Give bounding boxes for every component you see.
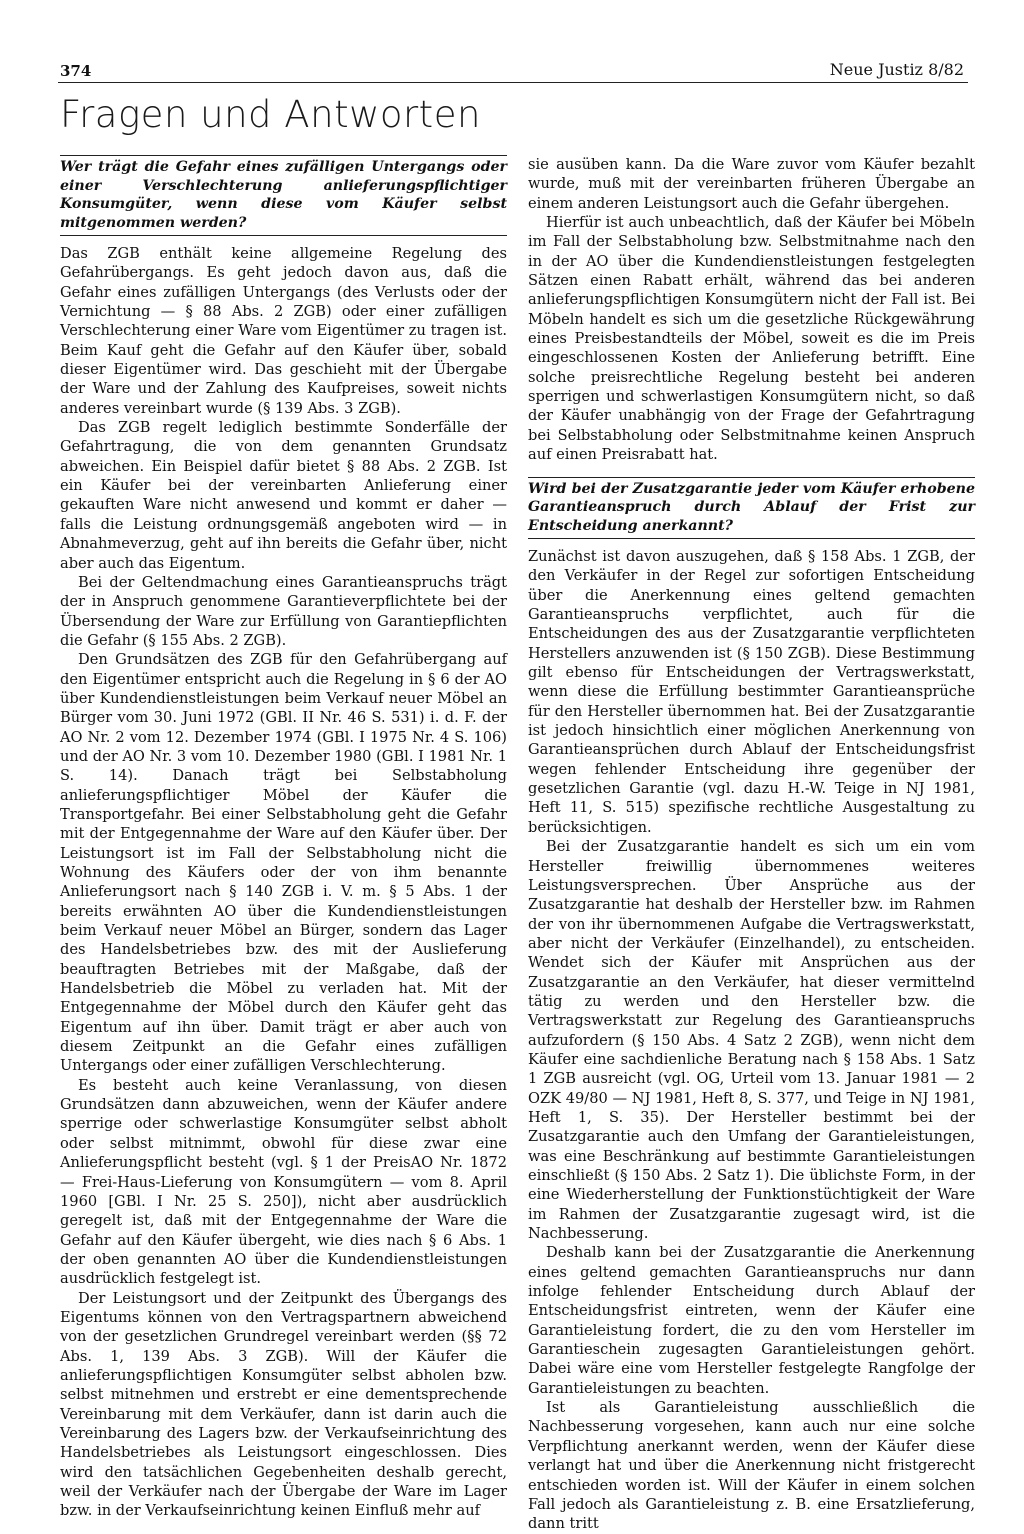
paragraph: Das ZGB enthält keine allgemeine Regelung des Gefahrübergangs. Es geht jedoch davon aus, daß die Gefahr eines zufälligen Untergangs (des Verlusts oder der Vernichtung — § 88 Abs. 2 ZGB) oder einer zufälligen Verschlechterung einer Ware vom Eigentümer zu tragen ist. Beim Kauf geht die Gefahr auf den Käufer über, sobald dieser Eigentümer wird. Das geschieht mit der Übergabe der Ware und der Zahlung des Kaufpreises, soweit nichts anderes vereinbart wurde (§ 139 Abs. 3 ZGB). <box>60 245 507 417</box>
paragraph: sie ausüben kann. Da die Ware zuvor vom Käufer bezahlt wurde, muß mit der vereinbarten früheren Übergabe an einem anderen Leistungsort auch die Gefahr übergehen. <box>528 156 975 212</box>
section-title: Fragen und Antworten <box>60 93 481 136</box>
paragraph: Es besteht auch keine Veranlassung, von diesen Grundsätzen dann abzuweichen, wenn der Käufer andere sperrige oder schwerlastige Konsumgüter selbst abholt oder selbst mitnimmt, obwohl für diese zwar eine Anlieferungspflicht besteht (vgl. § 1 der PreisAO Nr. 1872 — Frei-Haus-Lieferung von Konsumgütern — vom 8. April 1960 [GBl. I Nr. 25 S. 250]), nicht aber ausdrücklich geregelt ist, daß mit der Entgegennahme der Ware die Gefahr auf den Käufer übergeht, wie dies nach § 6 Abs. 1 der oben genannten AO über die Kundendienstleistungen ausdrücklich festgelegt ist. <box>60 1076 507 1288</box>
right-column <box>528 155 975 1534</box>
paragraph: Bei der Geltendmachung eines Garantieanspruchs trägt der in Anspruch genommene Garantieverpflichtete bei der Übersendung der Ware zur Erfüllung von Garantiepflichten die Gefahr (§ 155 Abs. 2 ZGB). <box>60 573 507 649</box>
question-2: Wird bei der Zusatzgarantie jeder vom Käufer erhobene Garantieanspruch durch Ablauf der Frist zur Entscheidung anerkannt? <box>528 480 975 534</box>
left-column <box>60 155 507 1521</box>
paragraph: Ist als Garantieleistung ausschließlich die Nachbesserung vorgesehen, kann auch nur eine solche Verpflichtung anerkannt werden, wenn der Käufer diese verlangt hat und über die Anerkennung nicht fristgerecht entschieden worden ist. Will der Käufer in einem solchen Fall jedoch als Garantieleistung z. B. eine Ersatzlieferung, dann tritt <box>528 1399 975 1533</box>
paragraph: Das ZGB regelt lediglich bestimmte Sonderfälle der Gefahrtragung, die von dem genannten Grundsatz abweichen. Ein Beispiel dafür bietet § 88 Abs. 2 ZGB. Ist ein Käufer bei der vereinbarten Anlieferung einer gekauften Ware nicht anwesend und kommt er daher — falls die Leistung ordnungsgemäß angeboten wird — in Abnahmeverzug, geht auf ihn bereits die Gefahr über, nicht aber auch das Eigentum. <box>60 419 507 572</box>
header-rule <box>58 82 968 83</box>
paragraph: Den Grundsätzen des ZGB für den Gefahrübergang auf den Eigentümer entspricht auch die Regelung in § 6 der AO über Kundendienstleistungen beim Verkauf neuer Möbel an Bürger vom 30. Juni 1972 (GBl. II Nr. 46 S. 531) i. d. F. der AO Nr. 2 vom 12. Dezember 1974 (GBl. I 1975 Nr. 4 S. 106) und der AO Nr. 3 vom 10. Dezember 1980 (GBl. I 1981 Nr. 1 S. 14). Danach trägt bei Selbstabholung anlieferungspflichtiger Möbel der Käufer die Transportgefahr. Bei einer Selbstabholung geht die Gefahr mit der Entgegennahme der Ware auf den Käufer über. Der Leistungsort ist im Fall der Selbstabholung nicht die Wohnung des Käufers oder der von ihm benannte Anlieferungsort nach § 140 ZGB i. V. m. § 5 Abs. 1 der bereits erwähnten AO über die Kundendienstleistungen beim Verkauf neuer Möbel an Bürger, sondern das Lager des Handelsbetriebes bzw. des mit der Auslieferung beauftragten Betriebes mit der Maßgabe, daß der Handelsbetrieb die Möbel zu verladen hat. Mit der Entgegennahme der Möbel durch den Käufer geht das Eigentum auf ihn über. Damit trägt er aber auch von diesem Zeitpunkt an die Gefahr eines zufälligen Untergangs oder einer zufälligen Verschlechterung. <box>60 651 507 1075</box>
paragraph: Hierfür ist auch unbeachtlich, daß der Käufer bei Möbeln im Fall der Selbstabholung bzw. Selbstmitnahme nach den in der AO über die Kundendienstleistungen festgelegten Sätzen einen Rabatt erhält, während das bei anderen anlieferungspflichtigen Konsumgütern nicht der Fall ist. Bei Möbeln handelt es sich um die gesetzliche Rückgewährung eines Preisbestandteils der Möbel, soweit es die im Preis eingeschlossenen Kosten der Anlieferung betrifft. Eine solche preisrechtliche Regelung besteht bei anderen sperrigen und schwerlastigen Konsumgütern nicht, so daß der Käufer unabhängig von der Frage der Gefahrtragung bei Selbstabholung oder Selbstmitnahme keinen Anspruch auf einen Preisrabatt hat. <box>528 214 975 464</box>
page-number: 374 <box>60 62 92 80</box>
question-box-2 <box>528 477 975 540</box>
journal-issue: Neue Justiz 8/82 <box>829 60 964 79</box>
question-box-1 <box>60 155 507 236</box>
paragraph: Bei der Zusatzgarantie handelt es sich um ein vom Hersteller freiwillig übernommenes weiteres Leistungsversprechen. Über Ansprüche aus der Zusatzgarantie hat deshalb der Hersteller bzw. im Rahmen der von ihr übernommenen Aufgabe die Vertragswerkstatt, aber nicht der Verkäufer (Einzelhandel), zu entscheiden. Wendet sich der Käufer mit Ansprüchen aus der Zusatzgarantie an den Verkäufer, hat dieser vermittelnd tätig zu werden und den Hersteller bzw. die Vertragswerkstatt zur Regelung des Garantieanspruchs aufzufordern (§ 150 Abs. 4 Satz 2 ZGB), wenn nicht dem Käufer eine sachdienliche Beratung nach § 158 Abs. 1 Satz 1 ZGB ausreicht (vgl. OG, Urteil vom 13. Januar 1981 — 2 OZK 49/80 — NJ 1981, Heft 8, S. 377, und Teige in NJ 1981, Heft 1, S. 35). Der Hersteller bestimmt bei der Zusatzgarantie auch den Umfang der Garantieleistungen, was eine Beschränkung auf bestimmte Garantieleistungen einschließt (§ 150 Abs. 2 Satz 1). Die üblichste Form, in der eine Wiederherstellung der Funktionstüchtigkeit der Ware im Rahmen der Zusatzgarantie zugesagt wird, ist die Nachbesserung. <box>528 838 975 1243</box>
paragraph: Zunächst ist davon auszugehen, daß § 158 Abs. 1 ZGB, der den Verkäufer in der Regel zur sofortigen Entscheidung über die Anerkennung eines geltend gemachten Garantieanspruchs verpflichtet, auch für die Entscheidungen des aus der Zusatzgarantie verpflichteten Herstellers anzuwenden ist (§ 150 ZGB). Diese Bestimmung gilt ebenso für Entscheidungen der Vertragswerkstatt, wenn diese die Erfüllung bestimmter Garantieansprüche für den Hersteller übernommen hat. Bei der Zusatzgarantie ist jedoch hinsichtlich einer möglichen Anerkennung von Garantieansprüchen durch Ablauf der Entscheidungsfrist wegen fehlender Entscheidung ihre gegenüber der gesetzlichen Garantie (vgl. dazu H.-W. Teige in NJ 1981, Heft 11, S. 515) spezifische rechtliche Ausgestaltung zu berücksichtigen. <box>528 548 975 836</box>
paragraph: Der Leistungsort und der Zeitpunkt des Übergangs des Eigentums können von den Vertragspartnern abweichend von der gesetzlichen Grundregel vereinbart werden (§§ 72 Abs. 1, 139 Abs. 3 ZGB). Will der Käufer die anlieferungspflichtigen Konsumgüter selbst abholen bzw. selbst mitnehmen und erstrebt er eine dementsprechende Vereinbarung mit dem Verkäufer, dann ist darin auch die Vereinbarung des Lagers bzw. der Verkaufseinrichtung des Handelsbetriebes als Leistungsort eingeschlossen. Dies wird den tatsächlichen Gegebenheiten deshalb gerecht, weil der Verkäufer nach der Übergabe der Ware im Lager bzw. in der Verkaufseinrichtung keinen Einfluß mehr auf <box>60 1289 507 1520</box>
question-1: Wer trägt die Gefahr eines zufälligen Untergangs oder einer Verschlechterung anlieferungspflichtiger Konsumgüter, wenn diese vom Käufer selbst mitgenommen werden? <box>60 159 507 231</box>
paragraph: Deshalb kann bei der Zusatzgarantie die Anerkennung eines geltend gemachten Garantieanspruchs nur dann infolge fehlender Entscheidung durch Ablauf der Entscheidungsfrist eintreten, wenn der Käufer eine Garantieleistung fordert, die zu den vom Hersteller im Garantieschein zugesagten Garantieleistungen gehört. Dabei wäre eine vom Hersteller festgelegte Rangfolge der Garantieleistungen zu beachten. <box>528 1244 975 1397</box>
